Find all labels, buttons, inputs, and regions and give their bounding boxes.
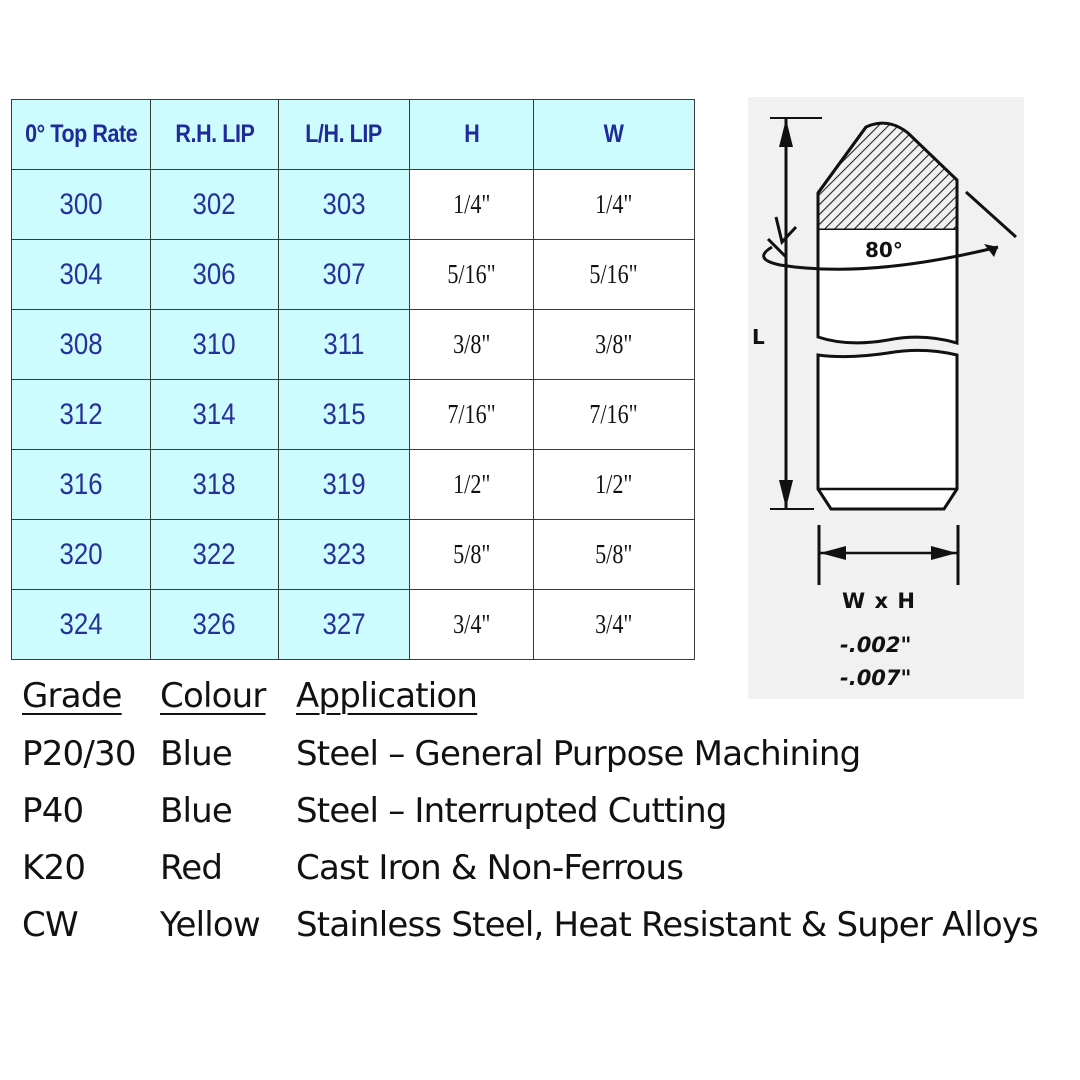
header-w: W (534, 100, 695, 170)
tolerance-lower: -.007" (840, 666, 912, 690)
table-row (12, 590, 695, 660)
rh-lip-cell: 322 (151, 520, 279, 590)
w-cell: 3/8" (534, 310, 695, 380)
colour-value: Red (160, 848, 223, 888)
grade-value: P20/30 (22, 734, 136, 774)
w-cell: 1/4" (534, 170, 695, 240)
lh-lip-cell: 303 (279, 170, 410, 240)
w-cell: 7/16" (534, 380, 695, 450)
top-rate-cell: 316 (12, 450, 151, 520)
header-rh-lip: R.H. LIP (151, 100, 279, 170)
lh-lip-cell: 319 (279, 450, 410, 520)
top-rate-cell: 300 (12, 170, 151, 240)
shank-lower (818, 350, 957, 509)
rh-lip-cell: 310 (151, 310, 279, 380)
rh-lip-cell: 314 (151, 380, 279, 450)
top-rate-cell: 304 (12, 240, 151, 310)
table-row (12, 310, 695, 380)
table-row (12, 240, 695, 310)
table-header-row (12, 100, 695, 170)
h-cell: 5/8" (410, 520, 534, 590)
application-value: Steel – Interrupted Cutting (296, 791, 727, 831)
application-value: Stainless Steel, Heat Resistant & Super Alloys (296, 905, 1039, 945)
colour-header: Colour (160, 676, 266, 716)
lh-lip-cell: 311 (279, 310, 410, 380)
rh-lip-cell: 306 (151, 240, 279, 310)
lh-lip-cell: 307 (279, 240, 410, 310)
length-label: L (752, 325, 765, 349)
h-cell: 3/8" (410, 310, 534, 380)
rh-lip-cell: 302 (151, 170, 279, 240)
w-cell: 3/4" (534, 590, 695, 660)
colour-value: Yellow (160, 905, 260, 945)
h-cell: 1/4" (410, 170, 534, 240)
cutting-tip (818, 123, 957, 230)
grade-header: Grade (22, 676, 122, 716)
angle-label: 80° (865, 238, 903, 262)
colour-value: Blue (160, 791, 233, 831)
tool-bit-diagram (748, 97, 1024, 699)
lh-lip-cell: 327 (279, 590, 410, 660)
top-rate-cell: 312 (12, 380, 151, 450)
top-rate-cell: 324 (12, 590, 151, 660)
application-value: Cast Iron & Non-Ferrous (296, 848, 684, 888)
section-label: W x H (842, 589, 916, 613)
w-cell: 5/16" (534, 240, 695, 310)
header-h: H (410, 100, 534, 170)
h-cell: 5/16" (410, 240, 534, 310)
table-row (12, 520, 695, 590)
rh-lip-cell: 318 (151, 450, 279, 520)
lh-lip-cell: 315 (279, 380, 410, 450)
table-row (12, 380, 695, 450)
table-row (12, 170, 695, 240)
grade-value: P40 (22, 791, 84, 831)
h-cell: 3/4" (410, 590, 534, 660)
rh-lip-cell: 326 (151, 590, 279, 660)
header-top-rate: 0° Top Rate (12, 100, 151, 170)
application-header: Application (296, 676, 478, 716)
header-lh-lip: L/H. LIP (279, 100, 410, 170)
tool-bit-size-table (11, 99, 695, 660)
top-rate-cell: 320 (12, 520, 151, 590)
h-cell: 7/16" (410, 380, 534, 450)
h-cell: 1/2" (410, 450, 534, 520)
w-cell: 5/8" (534, 520, 695, 590)
lh-lip-cell: 323 (279, 520, 410, 590)
w-cell: 1/2" (534, 450, 695, 520)
grade-value: CW (22, 905, 78, 945)
table-row (12, 450, 695, 520)
grade-value: K20 (22, 848, 86, 888)
application-value: Steel – General Purpose Machining (296, 734, 861, 774)
top-rate-cell: 308 (12, 310, 151, 380)
tolerance-upper: -.002" (840, 633, 912, 657)
colour-value: Blue (160, 734, 233, 774)
